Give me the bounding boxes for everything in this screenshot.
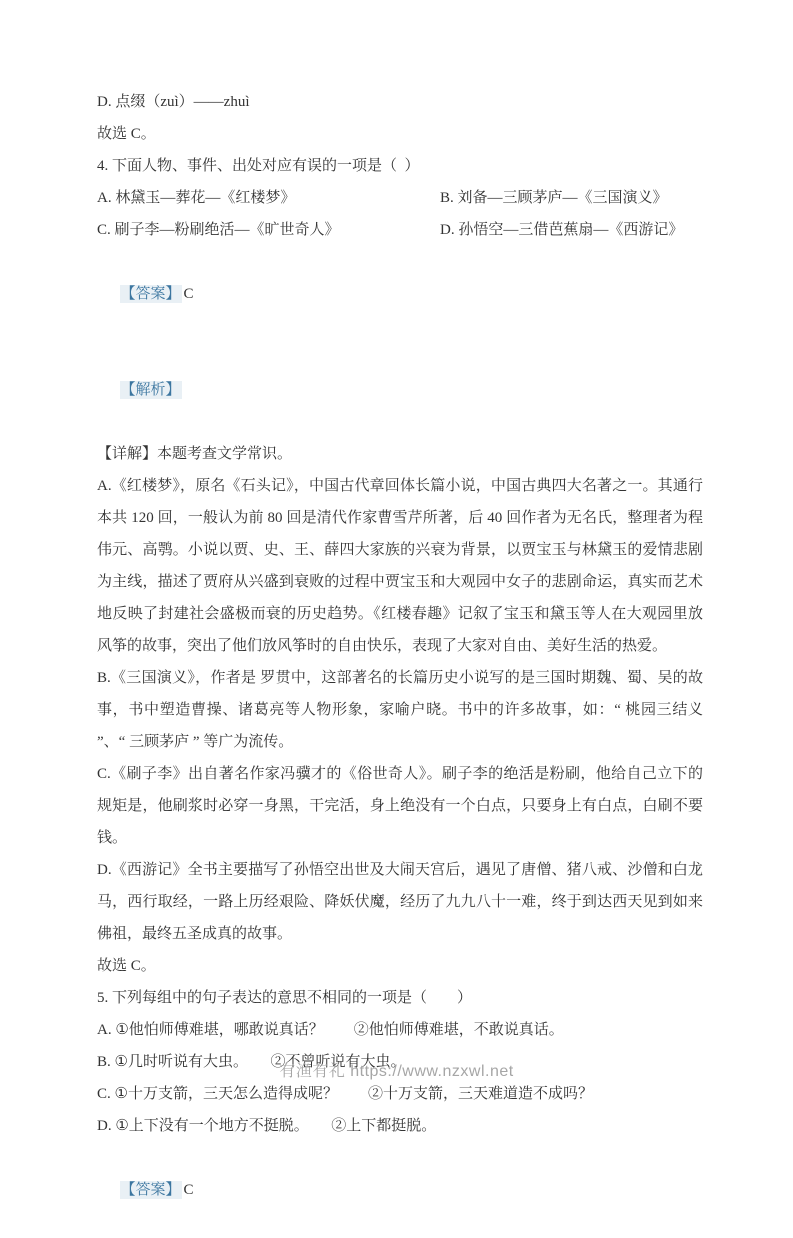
q4-analysis-line: [97, 342, 703, 438]
q4-option-a: A. 林黛玉—葬花—《红楼梦》: [97, 190, 296, 206]
q4-answer-line: [97, 246, 703, 342]
q5-title: 5. 下列每组中的句子表达的意思不相同的一项是（ ）: [97, 990, 473, 1006]
q5-answer-value: C: [183, 1182, 194, 1198]
q5-option-b: B. ①几时听说有大虫。 ②不曾听说有大虫。: [97, 1054, 406, 1070]
q5-option-c: C. ①十万支箭，三天怎么造得成呢？ ②十万支箭，三天难道造不成吗？: [97, 1086, 593, 1102]
q4-answer-label: 【答案】: [120, 286, 181, 302]
q4-detail-paragraph-c: C.《刷子李》出自著名作家冯骥才的《俗世奇人》。刷子李的绝活是粉刷，他给自己立下的规矩是，他刷浆时必穿一身黑，干完活，身上绝没有一个白点，只要身上有白点，白刷不要钱。: [97, 766, 703, 846]
q3-option-d: D. 点缀（zuì）——zhuì: [97, 94, 250, 110]
q4-option-b: B. 刘备—三顾茅庐—《三国演义》: [440, 190, 668, 206]
q4-options-row-cd: [97, 214, 703, 246]
q4-options-row-ab: [97, 182, 703, 214]
q4-option-c: C. 刷子李—粉刷绝活—《旷世奇人》: [97, 222, 340, 238]
q3-conclusion: 故选 C。: [97, 126, 156, 142]
page-footer-watermark: 有渔有礼 https://www.nzxwl.net: [279, 1063, 514, 1080]
q5-answer-line: [97, 1142, 703, 1238]
q5-answer-label: 【答案】: [120, 1182, 181, 1198]
q4-title: 4. 下面人物、事件、出处对应有误的一项是（ ）: [97, 158, 420, 174]
q4-detail-intro: 【详解】本题考查文学常识。: [97, 446, 293, 462]
q4-detail-paragraph-b: B.《三国演义》，作者是 罗贯中，这部著名的长篇历史小说写的是三国时期魏、蜀、吴的故事，书中塑造曹操、诸葛亮等人物形象，家喻户晓。书中的许多故事，如：“ 桃园三结义 ”、“ 三顾茅庐 ” 等广为流传。: [97, 670, 707, 750]
q4-detail-paragraph-d: D.《西游记》全书主要描写了孙悟空出世及大闹天宫后，遇见了唐僧、猪八戒、沙僧和白龙马，西行取经，一路上历经艰险、降妖伏魔，经历了九九八十一难，终于到达西天见到如来佛祖，最终五圣成真的故事。: [97, 862, 703, 942]
q4-answer-value: C: [183, 286, 194, 302]
q5-option-d: D. ①上下没有一个地方不挺脱。 ②上下都挺脱。: [97, 1118, 437, 1134]
q4-conclusion: 故选 C。: [97, 958, 156, 974]
q4-option-d: D. 孙悟空—三借芭蕉扇—《西游记》: [440, 222, 684, 238]
q5-option-a: A. ①他怕师傅难堪，哪敢说真话？ ②他怕师傅难堪，不敢说真话。: [97, 1022, 564, 1038]
q4-analysis-label: 【解析】: [120, 382, 181, 398]
q4-detail-paragraph-a: A.《红楼梦》，原名《石头记》，中国古代章回体长篇小说，中国古典四大名著之一。其通行本共 120 回，一般认为前 80 回是清代作家曹雪芹所著，后 40 回作者为无名氏，整理者为程伟元、高鹗。小说以贾、史、王、薛四大家族的兴衰为背景，以贾宝玉与林黛玉的爱情悲剧为主线，描述了贾府从兴盛到衰败的过程中贾宝玉和大观园中女子的悲剧命运，真实而艺术地反映了封建社会盛极而衰的历史趋势。《红楼春趣》记叙了宝玉和黛玉等人在大观园里放风筝的故事，突出了他们放风筝时的自由快乐，表现了大家对自由、美好生活的热爱。: [97, 478, 703, 654]
